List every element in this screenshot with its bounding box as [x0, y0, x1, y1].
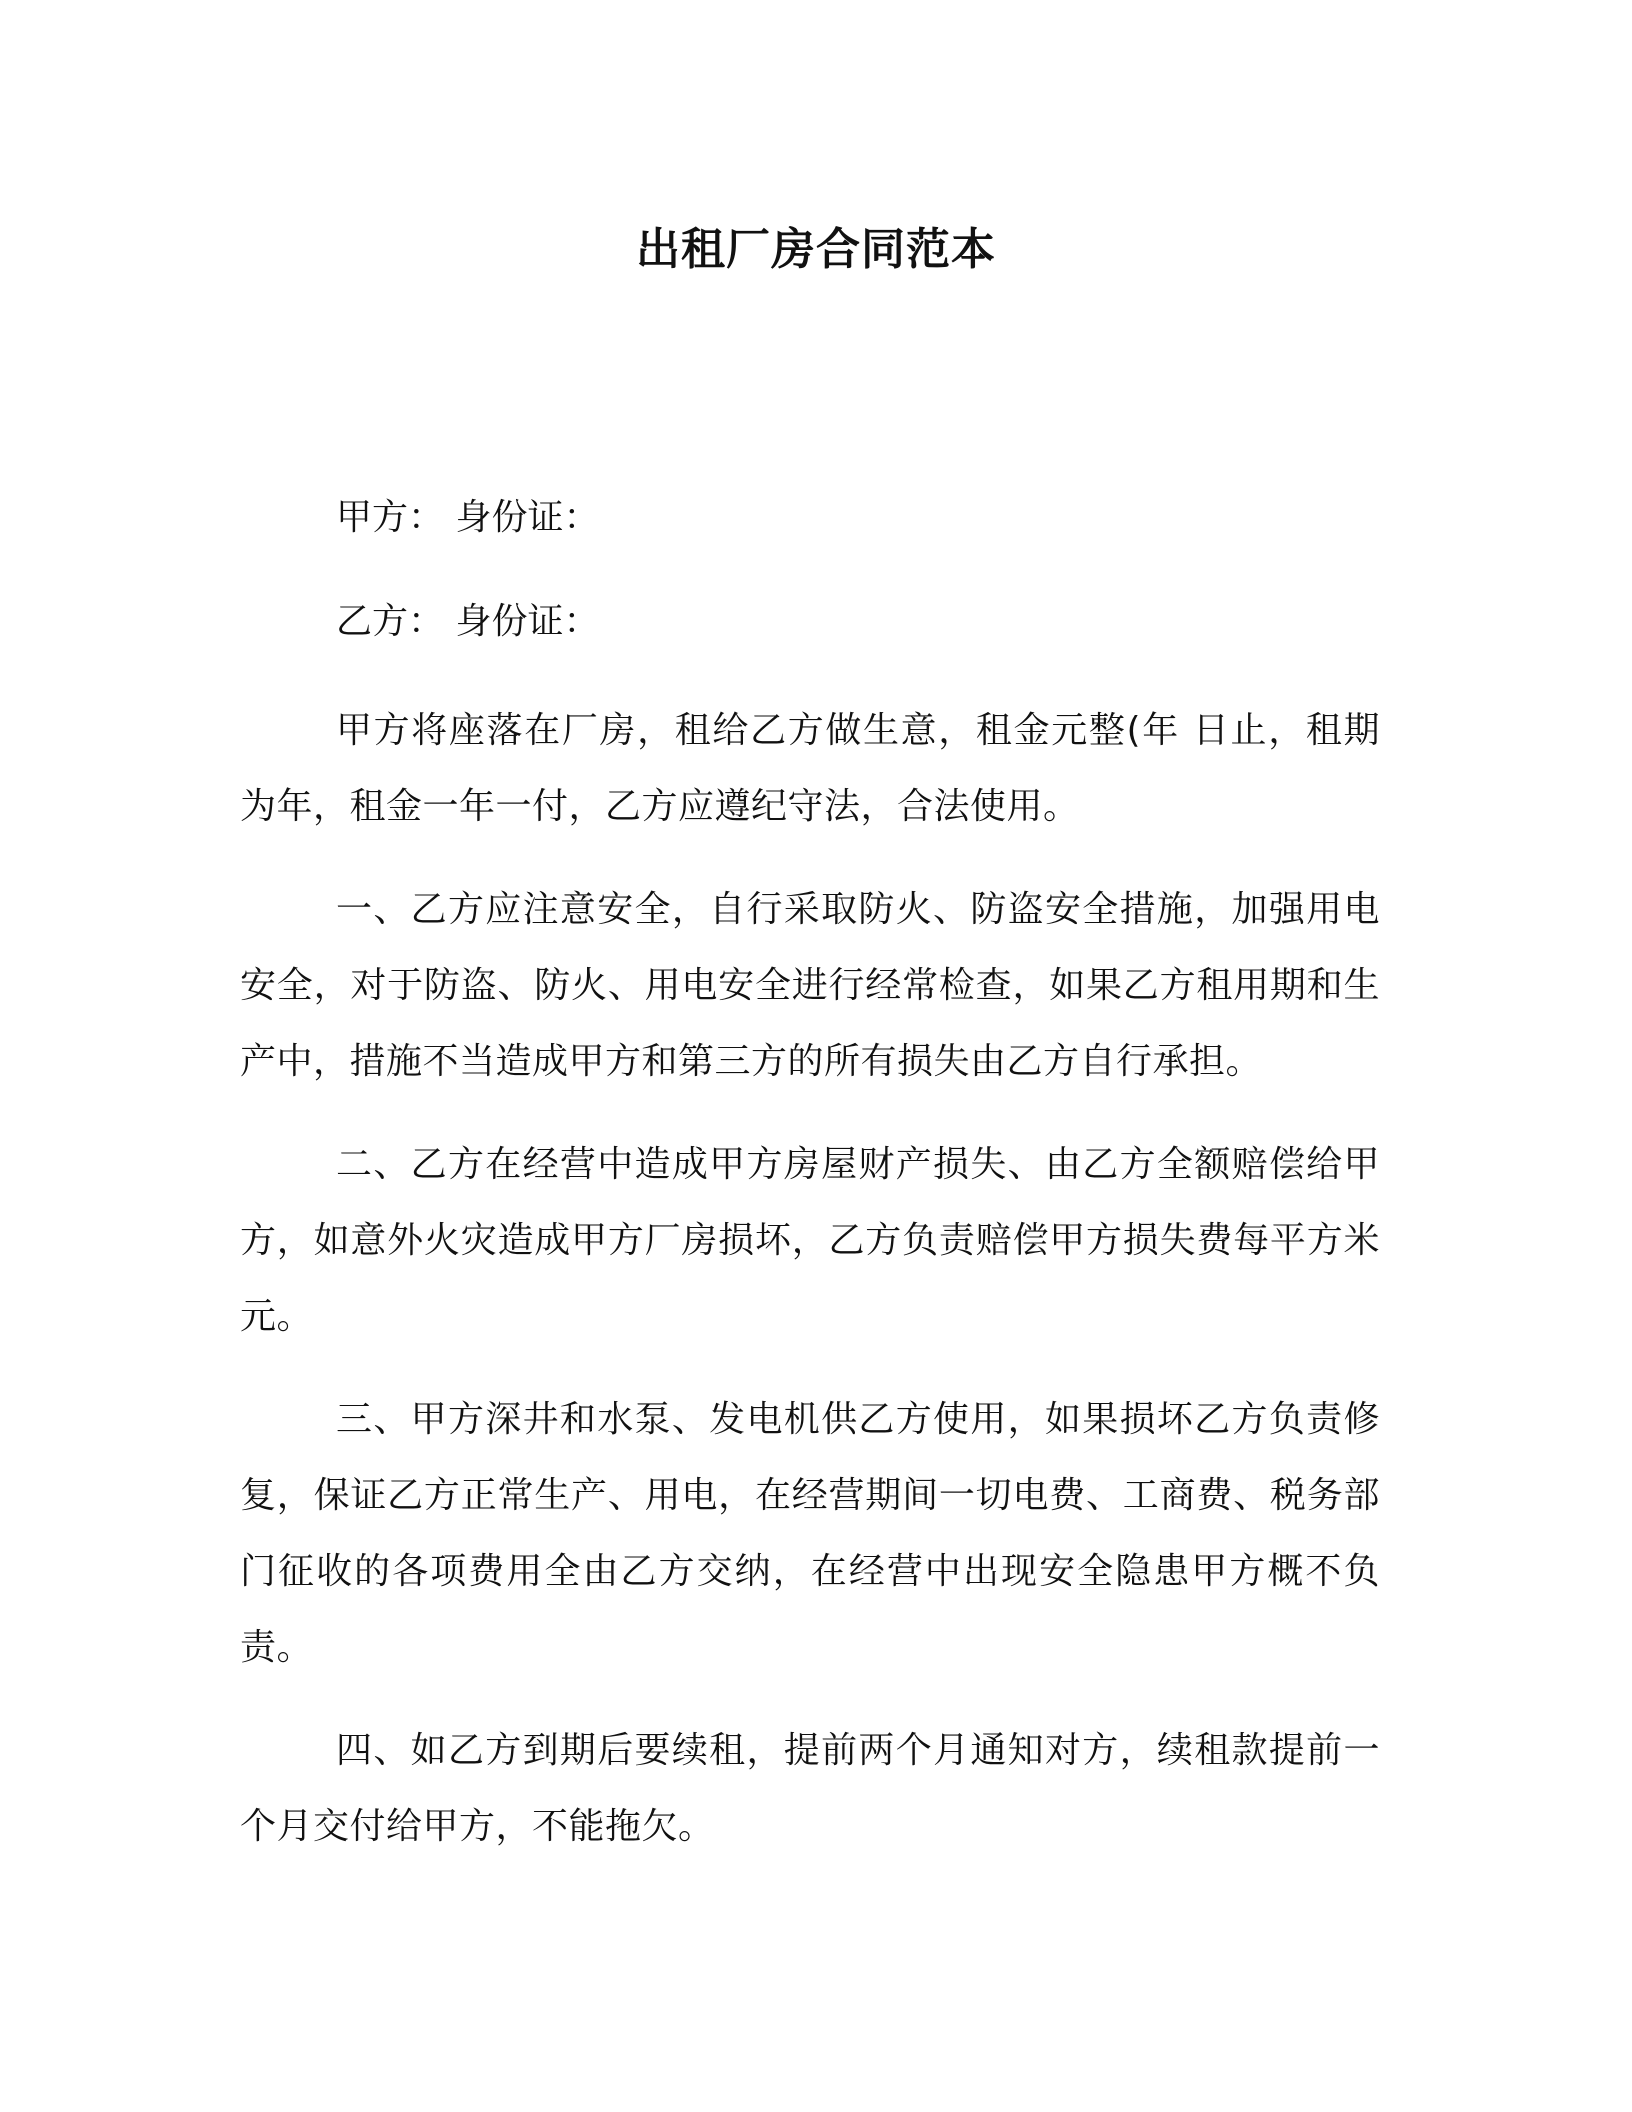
paragraph-clause-1: 一、乙方应注意安全，自行采取防火、防盗安全措施，加强用电安全，对于防盗、防火、用电安全进行经常检查，如果乙方租用期和生产中，措施不当造成甲方和第三方的所有损失由乙方自行承担。 — [240, 889, 1380, 1082]
party-b-line: 乙方： 身份证： — [336, 601, 600, 642]
party-a-line: 甲方： 身份证： — [336, 497, 600, 538]
paragraph-clause-2: 二、乙方在经营中造成甲方房屋财产损失、由乙方全额赔偿给甲方，如意外火灾造成甲方厂房损坏，乙方负责赔偿甲方损失费每平方米 元。 — [240, 1144, 1380, 1337]
paragraph-clause-4: 四、如乙方到期后要续租，提前两个月通知对方，续租款提前一个月交付给甲方，不能拖欠。 — [240, 1730, 1380, 1847]
paragraph-clause-3: 三、甲方深井和水泵、发电机供乙方使用，如果损坏乙方负责修复，保证乙方正常生产、用电，在经营期间一切电费、工商费、税务部门征收的各项费用全由乙方交纳，在经营中出现安全隐患甲方概不负责。 — [240, 1399, 1380, 1668]
contract-body — [240, 693, 1380, 1865]
document-title: 出租厂房合同范本 — [636, 224, 996, 275]
paragraph-intro: 甲方将座落在厂房，租给乙方做生意，租金元整(年 日止，租期为年，租金一年一付，乙方应遵纪守法，合法使用。 — [240, 710, 1380, 827]
